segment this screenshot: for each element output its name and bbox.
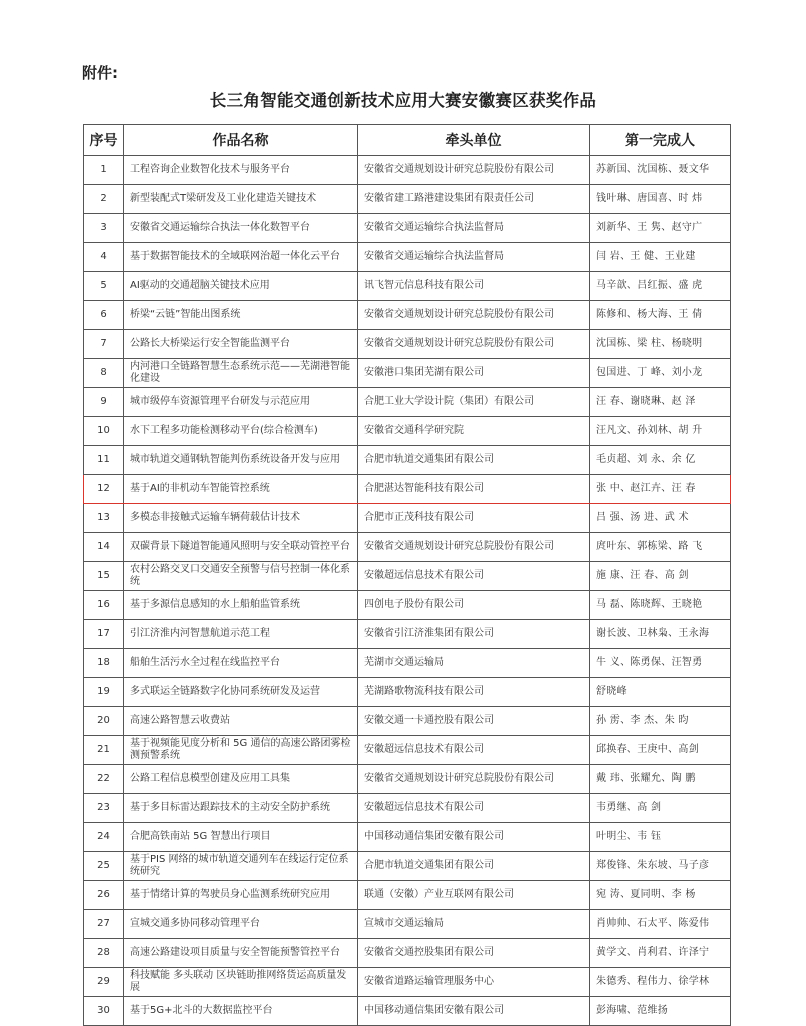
first-author-cell: 张 中、赵江卉、汪 春	[590, 475, 731, 504]
work-name-cell: 工程咨询企业数智化技术与服务平台	[124, 156, 358, 185]
lead-unit-cell: 中国移动通信集团安徽有限公司	[358, 823, 590, 852]
table-row	[84, 765, 731, 794]
document-title: 长三角智能交通创新技术应用大赛安徽赛区获奖作品	[209, 91, 597, 110]
work-name-cell: 基于多源信息感知的水上船舶监管系统	[124, 591, 358, 620]
row-number-cell: 5	[84, 272, 124, 301]
row-number-cell: 19	[84, 678, 124, 707]
lead-unit-cell: 宣城市交通运输局	[358, 910, 590, 939]
first-author-cell: 邱换春、王庚中、高剑	[590, 736, 731, 765]
row-number-cell: 8	[84, 359, 124, 388]
table-row	[84, 881, 731, 910]
lead-unit-cell: 安徽港口集团芜湖有限公司	[358, 359, 590, 388]
work-name-cell: 基于AI的非机动车智能管控系统	[124, 475, 358, 504]
work-name-cell: 新型装配式T梁研发及工业化建造关键技术	[124, 185, 358, 214]
first-author-cell: 庹叶东、郭栋梁、路 飞	[590, 533, 731, 562]
row-number-cell: 9	[84, 388, 124, 417]
lead-unit-cell: 安徽省道路运输管理服务中心	[358, 968, 590, 997]
lead-unit-cell: 安徽交通一卡通控股有限公司	[358, 707, 590, 736]
table-row-highlighted	[84, 475, 731, 504]
table-row	[84, 707, 731, 736]
row-number-cell: 22	[84, 765, 124, 794]
table-row	[84, 243, 731, 272]
first-author-cell: 包国进、丁 峰、刘小龙	[590, 359, 731, 388]
work-name-cell: 基于PIS 网络的城市轨道交通列车在线运行定位系统研究	[124, 852, 358, 881]
table-row	[84, 330, 731, 359]
work-name-cell: 引江济淮内河智慧航道示范工程	[124, 620, 358, 649]
table-row	[84, 852, 731, 881]
table-row	[84, 446, 731, 475]
first-author-cell: 苏新国、沈国栋、聂文华	[590, 156, 731, 185]
table-row	[84, 504, 731, 533]
table-row	[84, 533, 731, 562]
row-number-cell: 7	[84, 330, 124, 359]
row-number-cell: 1	[84, 156, 124, 185]
work-name-cell: 水下工程多功能检测移动平台(综合检测车)	[124, 417, 358, 446]
work-name-cell: 科技赋能 多头联动 区块链助推网络货运高质量发展	[124, 968, 358, 997]
lead-unit-cell: 安徽省建工路港建设集团有限责任公司	[358, 185, 590, 214]
lead-unit-cell: 安徽省交通科学研究院	[358, 417, 590, 446]
lead-unit-cell: 安徽超远信息技术有限公司	[358, 736, 590, 765]
first-author-cell: 宛 涛、夏同明、李 杨	[590, 881, 731, 910]
row-number-cell: 20	[84, 707, 124, 736]
first-author-cell: 朱德秀、程伟力、徐学林	[590, 968, 731, 997]
row-number-cell: 2	[84, 185, 124, 214]
lead-unit-cell: 安徽超远信息技术有限公司	[358, 794, 590, 823]
lead-unit-cell: 合肥工业大学设计院（集团）有限公司	[358, 388, 590, 417]
work-name-cell: 桥梁“云链”智能出图系统	[124, 301, 358, 330]
first-author-cell: 戴 玮、张耀允、陶 鹏	[590, 765, 731, 794]
work-name-cell: 多式联运全链路数字化协同系统研发及运营	[124, 678, 358, 707]
first-author-cell: 施 康、汪 春、高 剑	[590, 562, 731, 591]
lead-unit-cell: 合肥市轨道交通集团有限公司	[358, 852, 590, 881]
lead-unit-cell: 芜湖路歌物流科技有限公司	[358, 678, 590, 707]
row-number-cell: 27	[84, 910, 124, 939]
attachment-label: 附件:	[82, 64, 118, 82]
lead-unit-cell: 合肥湛达智能科技有限公司	[358, 475, 590, 504]
lead-unit-cell: 合肥市正茂科技有限公司	[358, 504, 590, 533]
table-row	[84, 591, 731, 620]
first-author-cell: 郑俊锋、朱东坡、马子彦	[590, 852, 731, 881]
row-number-cell: 12	[84, 475, 124, 504]
row-number-cell: 30	[84, 997, 124, 1026]
table-row	[84, 417, 731, 446]
lead-unit-cell: 安徽省交通规划设计研究总院股份有限公司	[358, 765, 590, 794]
table-row	[84, 214, 731, 243]
lead-unit-cell: 四创电子股份有限公司	[358, 591, 590, 620]
table-row	[84, 794, 731, 823]
column-header-number: 序号	[84, 125, 124, 156]
first-author-cell: 彭海啸、范维扬	[590, 997, 731, 1026]
table-row	[84, 939, 731, 968]
work-name-cell: 安徽省交通运输综合执法一体化数智平台	[124, 214, 358, 243]
column-header-work-name: 作品名称	[124, 125, 358, 156]
work-name-cell: 双碳背景下隧道智能通风照明与安全联动管控平台	[124, 533, 358, 562]
table-row	[84, 823, 731, 852]
row-number-cell: 26	[84, 881, 124, 910]
work-name-cell: 宣城交通多协同移动管理平台	[124, 910, 358, 939]
first-author-cell: 叶明尘、韦 钰	[590, 823, 731, 852]
table-row	[84, 156, 731, 185]
row-number-cell: 10	[84, 417, 124, 446]
first-author-cell: 闫 岩、王 健、王业建	[590, 243, 731, 272]
table-row	[84, 997, 731, 1026]
first-author-cell: 黄学文、肖利君、许泽宁	[590, 939, 731, 968]
table-row	[84, 272, 731, 301]
first-author-cell: 吕 强、汤 进、武 术	[590, 504, 731, 533]
lead-unit-cell: 安徽省交通运输综合执法监督局	[358, 243, 590, 272]
table-row	[84, 562, 731, 591]
table-header-row	[84, 125, 731, 156]
first-author-cell: 汪 春、谢晓琳、赵 泽	[590, 388, 731, 417]
row-number-cell: 24	[84, 823, 124, 852]
row-number-cell: 15	[84, 562, 124, 591]
lead-unit-cell: 中国移动通信集团安徽有限公司	[358, 997, 590, 1026]
column-header-first-author: 第一完成人	[590, 125, 731, 156]
row-number-cell: 13	[84, 504, 124, 533]
first-author-cell: 陈修和、杨大海、王 倩	[590, 301, 731, 330]
table-row	[84, 968, 731, 997]
lead-unit-cell: 安徽省交通规划设计研究总院股份有限公司	[358, 301, 590, 330]
row-number-cell: 28	[84, 939, 124, 968]
row-number-cell: 18	[84, 649, 124, 678]
table-row	[84, 185, 731, 214]
first-author-cell: 钱叶琳、唐国喜、时 炜	[590, 185, 731, 214]
work-name-cell: 公路工程信息模型创建及应用工具集	[124, 765, 358, 794]
first-author-cell: 牛 义、陈勇保、汪智勇	[590, 649, 731, 678]
work-name-cell: 高速公路智慧云收费站	[124, 707, 358, 736]
work-name-cell: 基于多目标雷达跟踪技术的主动安全防护系统	[124, 794, 358, 823]
row-number-cell: 21	[84, 736, 124, 765]
row-number-cell: 29	[84, 968, 124, 997]
table-row	[84, 359, 731, 388]
work-name-cell: 农村公路交叉口交通安全预警与信号控制一体化系统	[124, 562, 358, 591]
work-name-cell: 基于5G+北斗的大数据监控平台	[124, 997, 358, 1026]
first-author-cell: 舒晓峰	[590, 678, 731, 707]
table-row	[84, 736, 731, 765]
first-author-cell: 韦勇继、高 剑	[590, 794, 731, 823]
table-row	[84, 620, 731, 649]
row-number-cell: 11	[84, 446, 124, 475]
row-number-cell: 23	[84, 794, 124, 823]
work-name-cell: 城市级停车资源管理平台研发与示范应用	[124, 388, 358, 417]
first-author-cell: 马 磊、陈晓辉、王晓艳	[590, 591, 731, 620]
lead-unit-cell: 安徽省交通规划设计研究总院股份有限公司	[358, 330, 590, 359]
work-name-cell: 公路长大桥梁运行安全智能监测平台	[124, 330, 358, 359]
table-body	[84, 156, 731, 1026]
row-number-cell: 4	[84, 243, 124, 272]
first-author-cell: 刘新华、王 隽、赵守广	[590, 214, 731, 243]
first-author-cell: 孙 雳、李 杰、朱 昀	[590, 707, 731, 736]
lead-unit-cell: 安徽省交通规划设计研究总院股份有限公司	[358, 156, 590, 185]
awards-table	[83, 124, 731, 1026]
first-author-cell: 肖帅帅、石太平、陈爱伟	[590, 910, 731, 939]
table-row	[84, 388, 731, 417]
table-row	[84, 301, 731, 330]
lead-unit-cell: 安徽省交通控股集团有限公司	[358, 939, 590, 968]
table-row	[84, 678, 731, 707]
lead-unit-cell: 安徽省交通运输综合执法监督局	[358, 214, 590, 243]
lead-unit-cell: 讯飞智元信息科技有限公司	[358, 272, 590, 301]
work-name-cell: 基于视频能见度分析和 5G 通信的高速公路团雾检测预警系统	[124, 736, 358, 765]
work-name-cell: 城市轨道交通钢轨智能判伤系统设备开发与应用	[124, 446, 358, 475]
first-author-cell: 沈国栋、梁 柱、杨晓明	[590, 330, 731, 359]
lead-unit-cell: 联通（安徽）产业互联网有限公司	[358, 881, 590, 910]
work-name-cell: 多模态非接触式运输车辆荷载估计技术	[124, 504, 358, 533]
work-name-cell: 合肥高铁南站 5G 智慧出行项目	[124, 823, 358, 852]
row-number-cell: 14	[84, 533, 124, 562]
lead-unit-cell: 安徽省交通规划设计研究总院股份有限公司	[358, 533, 590, 562]
row-number-cell: 25	[84, 852, 124, 881]
work-name-cell: 内河港口全链路智慧生态系统示范——芜湖港智能化建设	[124, 359, 358, 388]
work-name-cell: 基于情绪计算的驾驶员身心监测系统研究应用	[124, 881, 358, 910]
lead-unit-cell: 安徽省引江济淮集团有限公司	[358, 620, 590, 649]
lead-unit-cell: 合肥市轨道交通集团有限公司	[358, 446, 590, 475]
first-author-cell: 汪凡文、孙刘林、胡 升	[590, 417, 731, 446]
work-name-cell: 基于数据智能技术的全域联网治超一体化云平台	[124, 243, 358, 272]
row-number-cell: 6	[84, 301, 124, 330]
row-number-cell: 16	[84, 591, 124, 620]
table-row	[84, 649, 731, 678]
work-name-cell: 高速公路建设项目质量与安全智能预警管控平台	[124, 939, 358, 968]
table-row	[84, 910, 731, 939]
first-author-cell: 毛贞超、刘 永、余 亿	[590, 446, 731, 475]
row-number-cell: 3	[84, 214, 124, 243]
lead-unit-cell: 芜湖市交通运输局	[358, 649, 590, 678]
first-author-cell: 马辛歆、吕红振、盛 虎	[590, 272, 731, 301]
lead-unit-cell: 安徽超远信息技术有限公司	[358, 562, 590, 591]
first-author-cell: 谢长波、卫林枭、王永海	[590, 620, 731, 649]
work-name-cell: AI驱动的交通超脑关键技术应用	[124, 272, 358, 301]
row-number-cell: 17	[84, 620, 124, 649]
column-header-lead-unit: 牵头单位	[358, 125, 590, 156]
work-name-cell: 船舶生活污水全过程在线监控平台	[124, 649, 358, 678]
